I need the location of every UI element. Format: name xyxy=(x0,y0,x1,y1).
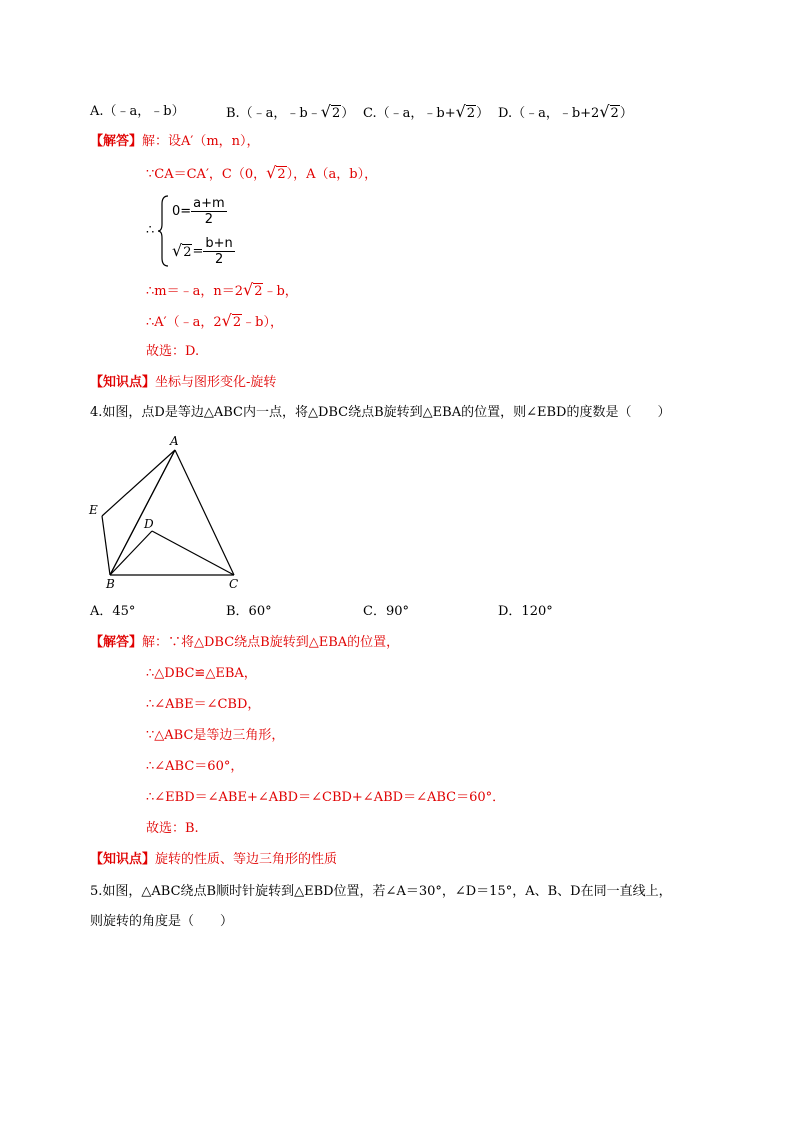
q4-figure xyxy=(84,430,254,590)
q3-answer-line2: ∵CA＝CA′，C（0，√2），A（a，b）， xyxy=(146,163,378,182)
q4-option-c: C．90° xyxy=(363,604,409,619)
label-b: B xyxy=(106,577,115,590)
q3-option-b: B.（﹣a，﹣b﹣√2） xyxy=(226,102,355,121)
q3-answer-line4: ∴m＝﹣a，n＝2√2﹣b， xyxy=(146,280,298,299)
sqrt-symbol: √2 xyxy=(320,102,341,121)
sqrt-symbol: √2 xyxy=(266,163,286,182)
equation-2: √2= $\frac{b+n}{2}$ xyxy=(172,236,233,267)
q4-answer-line6: ∴∠EBD＝∠ABE+∠ABD＝∠CBD+∠ABD＝∠ABC＝60°． xyxy=(146,790,506,805)
q4-option-b: B．60° xyxy=(226,604,272,619)
sqrt-symbol: √2 xyxy=(172,241,192,260)
q3-answer-line1: 【解答】解：设A′（m，n）， xyxy=(90,134,260,149)
q4-answer-line4: ∵△ABC是等边三角形， xyxy=(146,728,285,743)
q3-option-d: D.（﹣a，﹣b+2√2） xyxy=(498,102,633,121)
label-c: C xyxy=(229,577,239,590)
sqrt-symbol: √2 xyxy=(221,311,242,330)
q5-stem-line2: 则旋转的角度是（ ） xyxy=(90,914,234,929)
equation-brace xyxy=(158,194,170,268)
sqrt-symbol: √2 xyxy=(243,280,263,299)
therefore-symbol: ∴ xyxy=(146,223,155,238)
q4-answer-line1: 【解答】解：∵将△DBC绕点B旋转到△EBA的位置， xyxy=(90,635,400,650)
q5-stem-line1: 5.如图，△ABC绕点B顺时针旋转到△EBD位置，若∠A＝30°，∠D＝15°，A、B、D在同一直线上， xyxy=(90,884,672,899)
q4-answer-choice: 故选：B. xyxy=(146,821,199,836)
q4-answer-line5: ∴∠ABC＝60°， xyxy=(146,759,244,774)
q4-knowledge: 【知识点】旋转的性质、等边三角形的性质 xyxy=(90,852,338,867)
label-a: A xyxy=(170,434,179,448)
q3-knowledge: 【知识点】坐标与图形变化-旋转 xyxy=(90,375,277,390)
label-e: E xyxy=(89,503,98,517)
q4-answer-line2: ∴△DBC≌△EBA， xyxy=(146,666,257,681)
q3-option-c: C.（﹣a，﹣b+√2） xyxy=(363,102,490,121)
q4-stem: 4.如图，点D是等边△ABC内一点，将△DBC绕点B旋转到△EBA的位置，则∠EBD的度数是（ ） xyxy=(90,405,671,420)
q4-answer-line3: ∴∠ABE＝∠CBD， xyxy=(146,697,261,712)
label-d: D xyxy=(144,517,154,531)
q3-answer-choice: 故选：D. xyxy=(146,344,200,359)
q3-option-a: A.（﹣a，﹣b） xyxy=(90,104,185,119)
q3-answer-line5: ∴A′（﹣a，2√2﹣b）， xyxy=(146,311,283,330)
equation-1: 0= $\frac{a+m}{2}$ xyxy=(172,196,225,227)
q4-option-d: D．120° xyxy=(498,604,553,619)
q4-option-a: A．45° xyxy=(90,604,136,619)
sqrt-symbol: √2 xyxy=(599,102,619,121)
sqrt-symbol: √2 xyxy=(455,102,476,121)
